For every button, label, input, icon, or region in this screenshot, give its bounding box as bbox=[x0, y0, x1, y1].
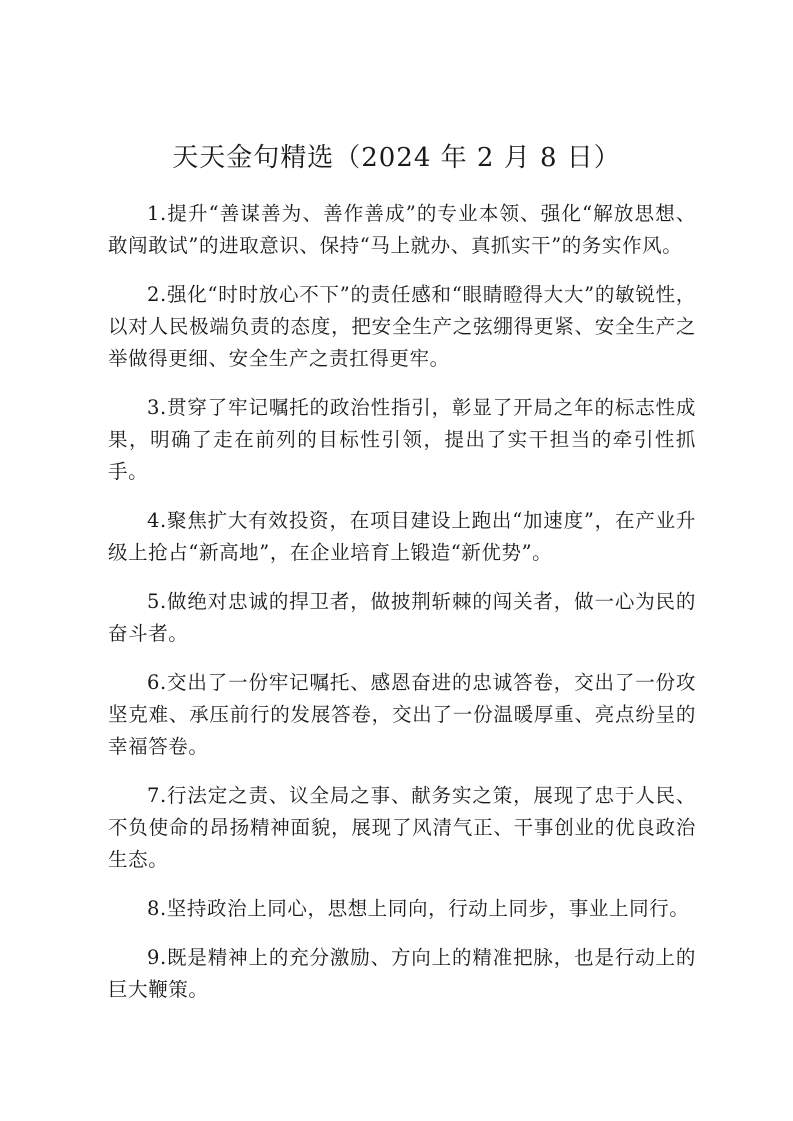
paragraph-3: 3.贯穿了牢记嘱托的政治性指引，彰显了开局之年的标志性成果，明确了走在前列的目标性引领，提出了实干担当的牵引性抓手。 bbox=[108, 396, 696, 483]
paragraph-2: 2.强化“时时放心不下”的责任感和“眼睛瞪得大大”的敏锐性，以对人民极端负责的态度，把安全生产之弦绷得更紧、安全生产之举做得更细、安全生产之责扛得更牢。 bbox=[108, 283, 696, 370]
paragraph-9: 9.既是精神上的充分激励、方向上的精准把脉，也是行动上的巨大鞭策。 bbox=[108, 946, 696, 1001]
paragraph-7: 7.行法定之责、议全局之事、献务实之策，展现了忠于人民、不负使命的昂扬精神面貌，展现了风清气正、干事创业的优良政治生态。 bbox=[108, 784, 696, 871]
page-title: 天天金句精选（2024 年 2 月 8 日） bbox=[172, 143, 621, 173]
document-body bbox=[108, 198, 696, 1023]
paragraph-6: 6.交出了一份牢记嘱托、感恩奋进的忠诚答卷，交出了一份攻坚克难、承压前行的发展答卷，交出了一份温暖厚重、亮点纷呈的幸福答卷。 bbox=[108, 671, 696, 758]
paragraph-5: 5.做绝对忠诚的捍卫者，做披荆斩棘的闯关者，做一心为民的奋斗者。 bbox=[108, 590, 696, 645]
paragraph-8: 8.坚持政治上同心，思想上同向，行动上同步，事业上同行。 bbox=[147, 897, 690, 920]
paragraph-1: 1.提升“善谋善为、善作善成”的专业本领、强化“解放思想、敢闯敢试”的进取意识、保持“马上就办、真抓实干”的务实作风。 bbox=[108, 202, 696, 257]
paragraph-4: 4.聚焦扩大有效投资，在项目建设上跑出“加速度”，在产业升级上抢占“新高地”，在企业培育上锻造“新优势”。 bbox=[108, 509, 696, 564]
